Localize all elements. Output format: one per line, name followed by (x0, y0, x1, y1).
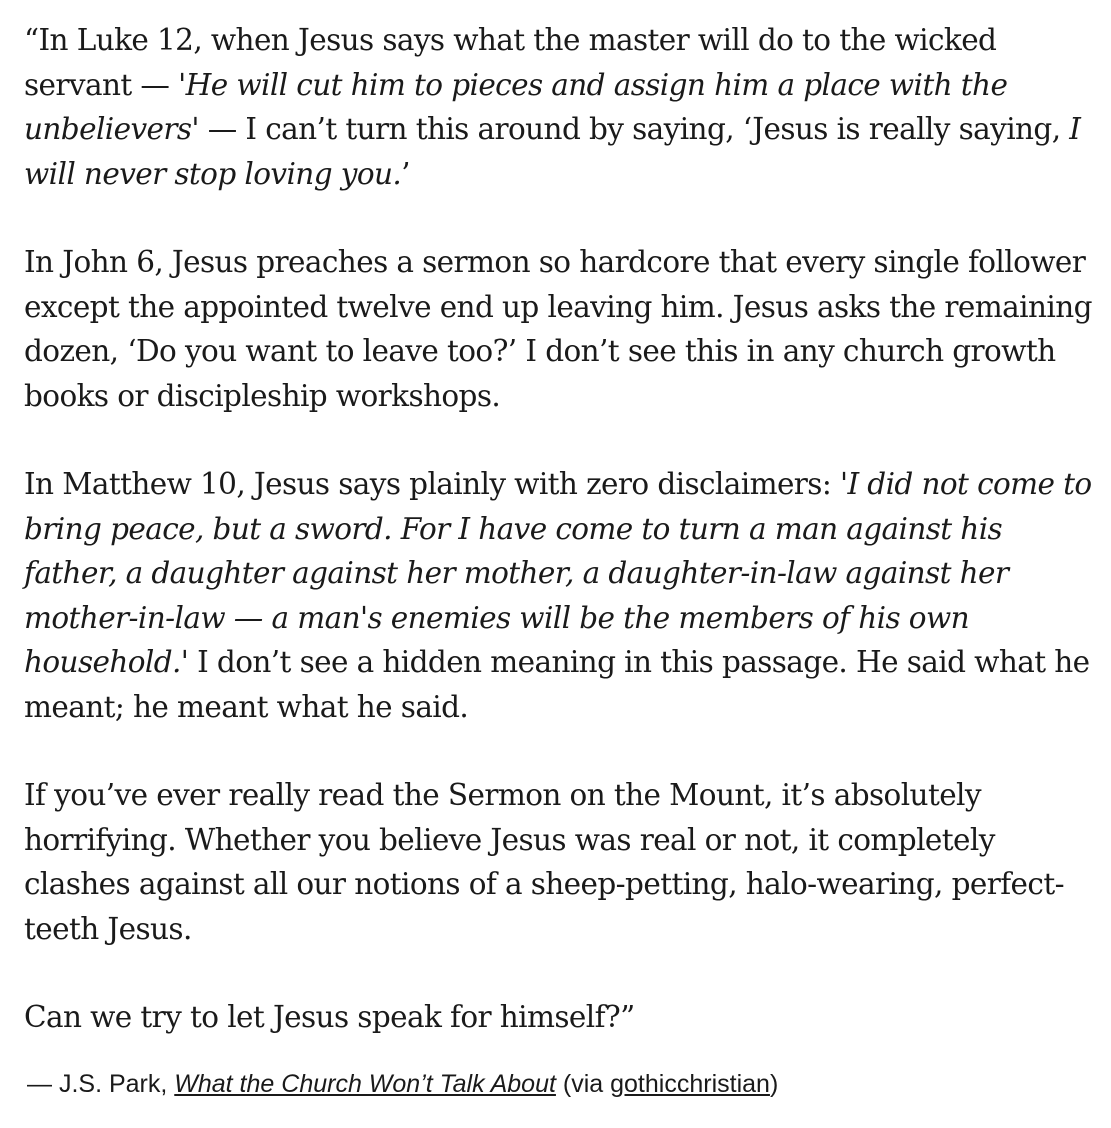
emphasis-text: I will never stop loving you. (24, 112, 1081, 191)
quote-paragraph-closing: Can we try to let Jesus speak for himself?” (24, 1000, 635, 1034)
paragraph-text: “In Luke 12, when Jesus says what the master will do to the wicked servant — (24, 23, 997, 102)
book-title-link[interactable]: What the Church Won’t Talk About (174, 1070, 556, 1098)
quote-paragraph-luke (24, 18, 1096, 196)
source-link[interactable]: gothicchristian (610, 1070, 770, 1098)
closing-paren: ) (769, 1070, 779, 1098)
paragraph-text: — I can’t turn this around by saying, ‘Jesus is really saying, (198, 112, 1070, 146)
quote-paragraph-john: In John 6, Jesus preaches a sermon so hardcore that every single follower except the appointed twelve end up leaving him. Jesus asks the remaining dozen, ‘Do you want to leave too?’ I don’t see this in any church growth books or discipleship workshops. (24, 245, 1092, 413)
quote-block (24, 18, 1096, 1040)
paragraph-text: I don’t see a hidden meaning in this passage. He said what he meant; he meant what he said. (24, 645, 1090, 724)
author-name: — J.S. Park, (27, 1070, 175, 1098)
scripture-quote: 'I did not come to bring peace, but a sword. For I have come to turn a man against his father, a daughter against her mother, a daughter-in-law against her mother-in-law — a man's enemies will be the members of his own household.' (24, 467, 1092, 679)
via-text: (via (555, 1070, 611, 1098)
paragraph-text: In Matthew 10, Jesus says plainly with zero disclaimers: (24, 467, 840, 501)
quote-paragraph-sermon: If you’ve ever really read the Sermon on the Mount, it’s absolutely horrifying. Whether you believe Jesus was real or not, it completely clashes against all our notions of a sheep-petting, halo-wearing, perfect-teeth Jesus. (24, 778, 1064, 946)
quote-paragraph-matthew (24, 462, 1096, 729)
scripture-quote: 'He will cut him to pieces and assign him a place with the unbelievers' (24, 67, 1008, 146)
attribution-line (27, 1066, 1087, 1102)
paragraph-text: ’ (401, 156, 410, 191)
